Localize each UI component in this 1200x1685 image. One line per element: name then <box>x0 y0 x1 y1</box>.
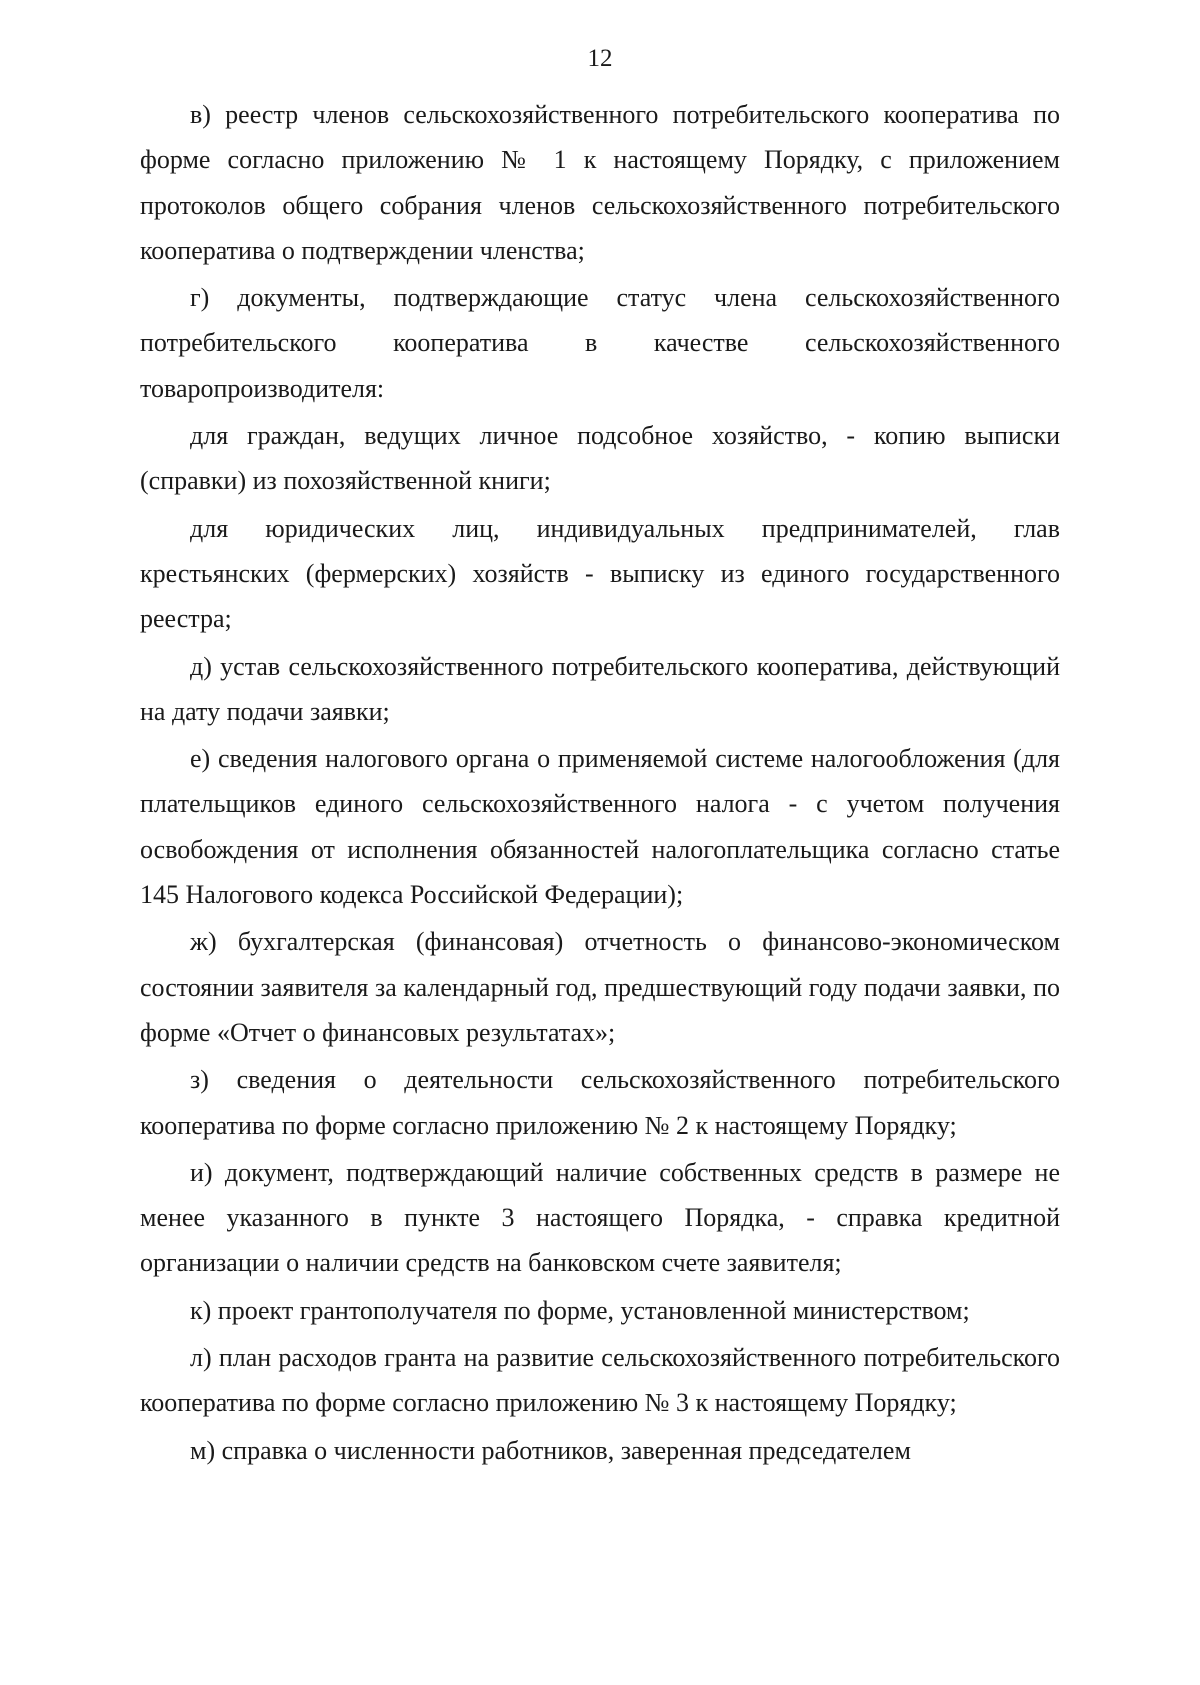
paragraph-k-grantee-project: к) проект грантополучателя по форме, установленной министерством; <box>190 1295 970 1325</box>
paragraph-i-own-funds: и) документ, подтверждающий наличие собственных средств в размере не менее указанного в пункте 3 настоящего Порядка, - справка кредитной организации о наличии средств на банковском счете заявителя; <box>140 1157 1060 1278</box>
page-number: 12 <box>587 45 613 72</box>
paragraph-v-member-registry: в) реестр членов сельскохозяйственного потребительского кооператива по форме согласно приложению № 1 к настоящему Порядку, с приложением протоколов общего собрания членов сельскохозяйственного потребительского кооператива о подтверждении членства; <box>140 100 1060 265</box>
paragraph-zh-accounting-report: ж) бухгалтерская (финансовая) отчетность о финансово-экономическом состоянии заявителя за календарный год, предшествующий году подачи заявки, по форме «Отчет о финансовых результатах»; <box>140 927 1060 1047</box>
document-body <box>140 92 1060 1475</box>
paragraph-e-tax-info: е) сведения налогового органа о применяемой системе налогообложения (для плательщиков единого сельскохозяйственного налога - с учетом получения освобождения от исполнения обязанностей налогоплательщика согласно статье 145 Налогового кодекса Российской Федерации); <box>140 744 1060 910</box>
paragraph-m-staff-certificate: м) справка о численности работников, заверенная председателем <box>190 1435 911 1465</box>
paragraph-l-expense-plan: л) план расходов гранта на развитие сельскохозяйственного потребительского кооператива по форме согласно приложению № 3 к настоящему Порядку; <box>140 1343 1060 1418</box>
paragraph-legal-entities: для юридических лиц, индивидуальных предпринимателей, глав крестьянских (фермерских) хозяйств - выписку из единого государственного реестра; <box>140 513 1060 634</box>
paragraph-citizens-household: для граждан, ведущих личное подсобное хозяйство, - копию выписки (справки) из похозяйственной книги; <box>140 421 1060 496</box>
paragraph-g-member-status-documents: г) документы, подтверждающие статус члена сельскохозяйственного потребительского кооператива в качестве сельскохозяйственного товаропроизводителя: <box>140 283 1060 403</box>
paragraph-d-charter: д) устав сельскохозяйственного потребительского кооператива, действующий на дату подачи заявки; <box>140 651 1060 726</box>
paragraph-z-activity-info: з) сведения о деятельности сельскохозяйственного потребительского кооператива по форме согласно приложению № 2 к настоящему Порядку; <box>140 1065 1060 1140</box>
